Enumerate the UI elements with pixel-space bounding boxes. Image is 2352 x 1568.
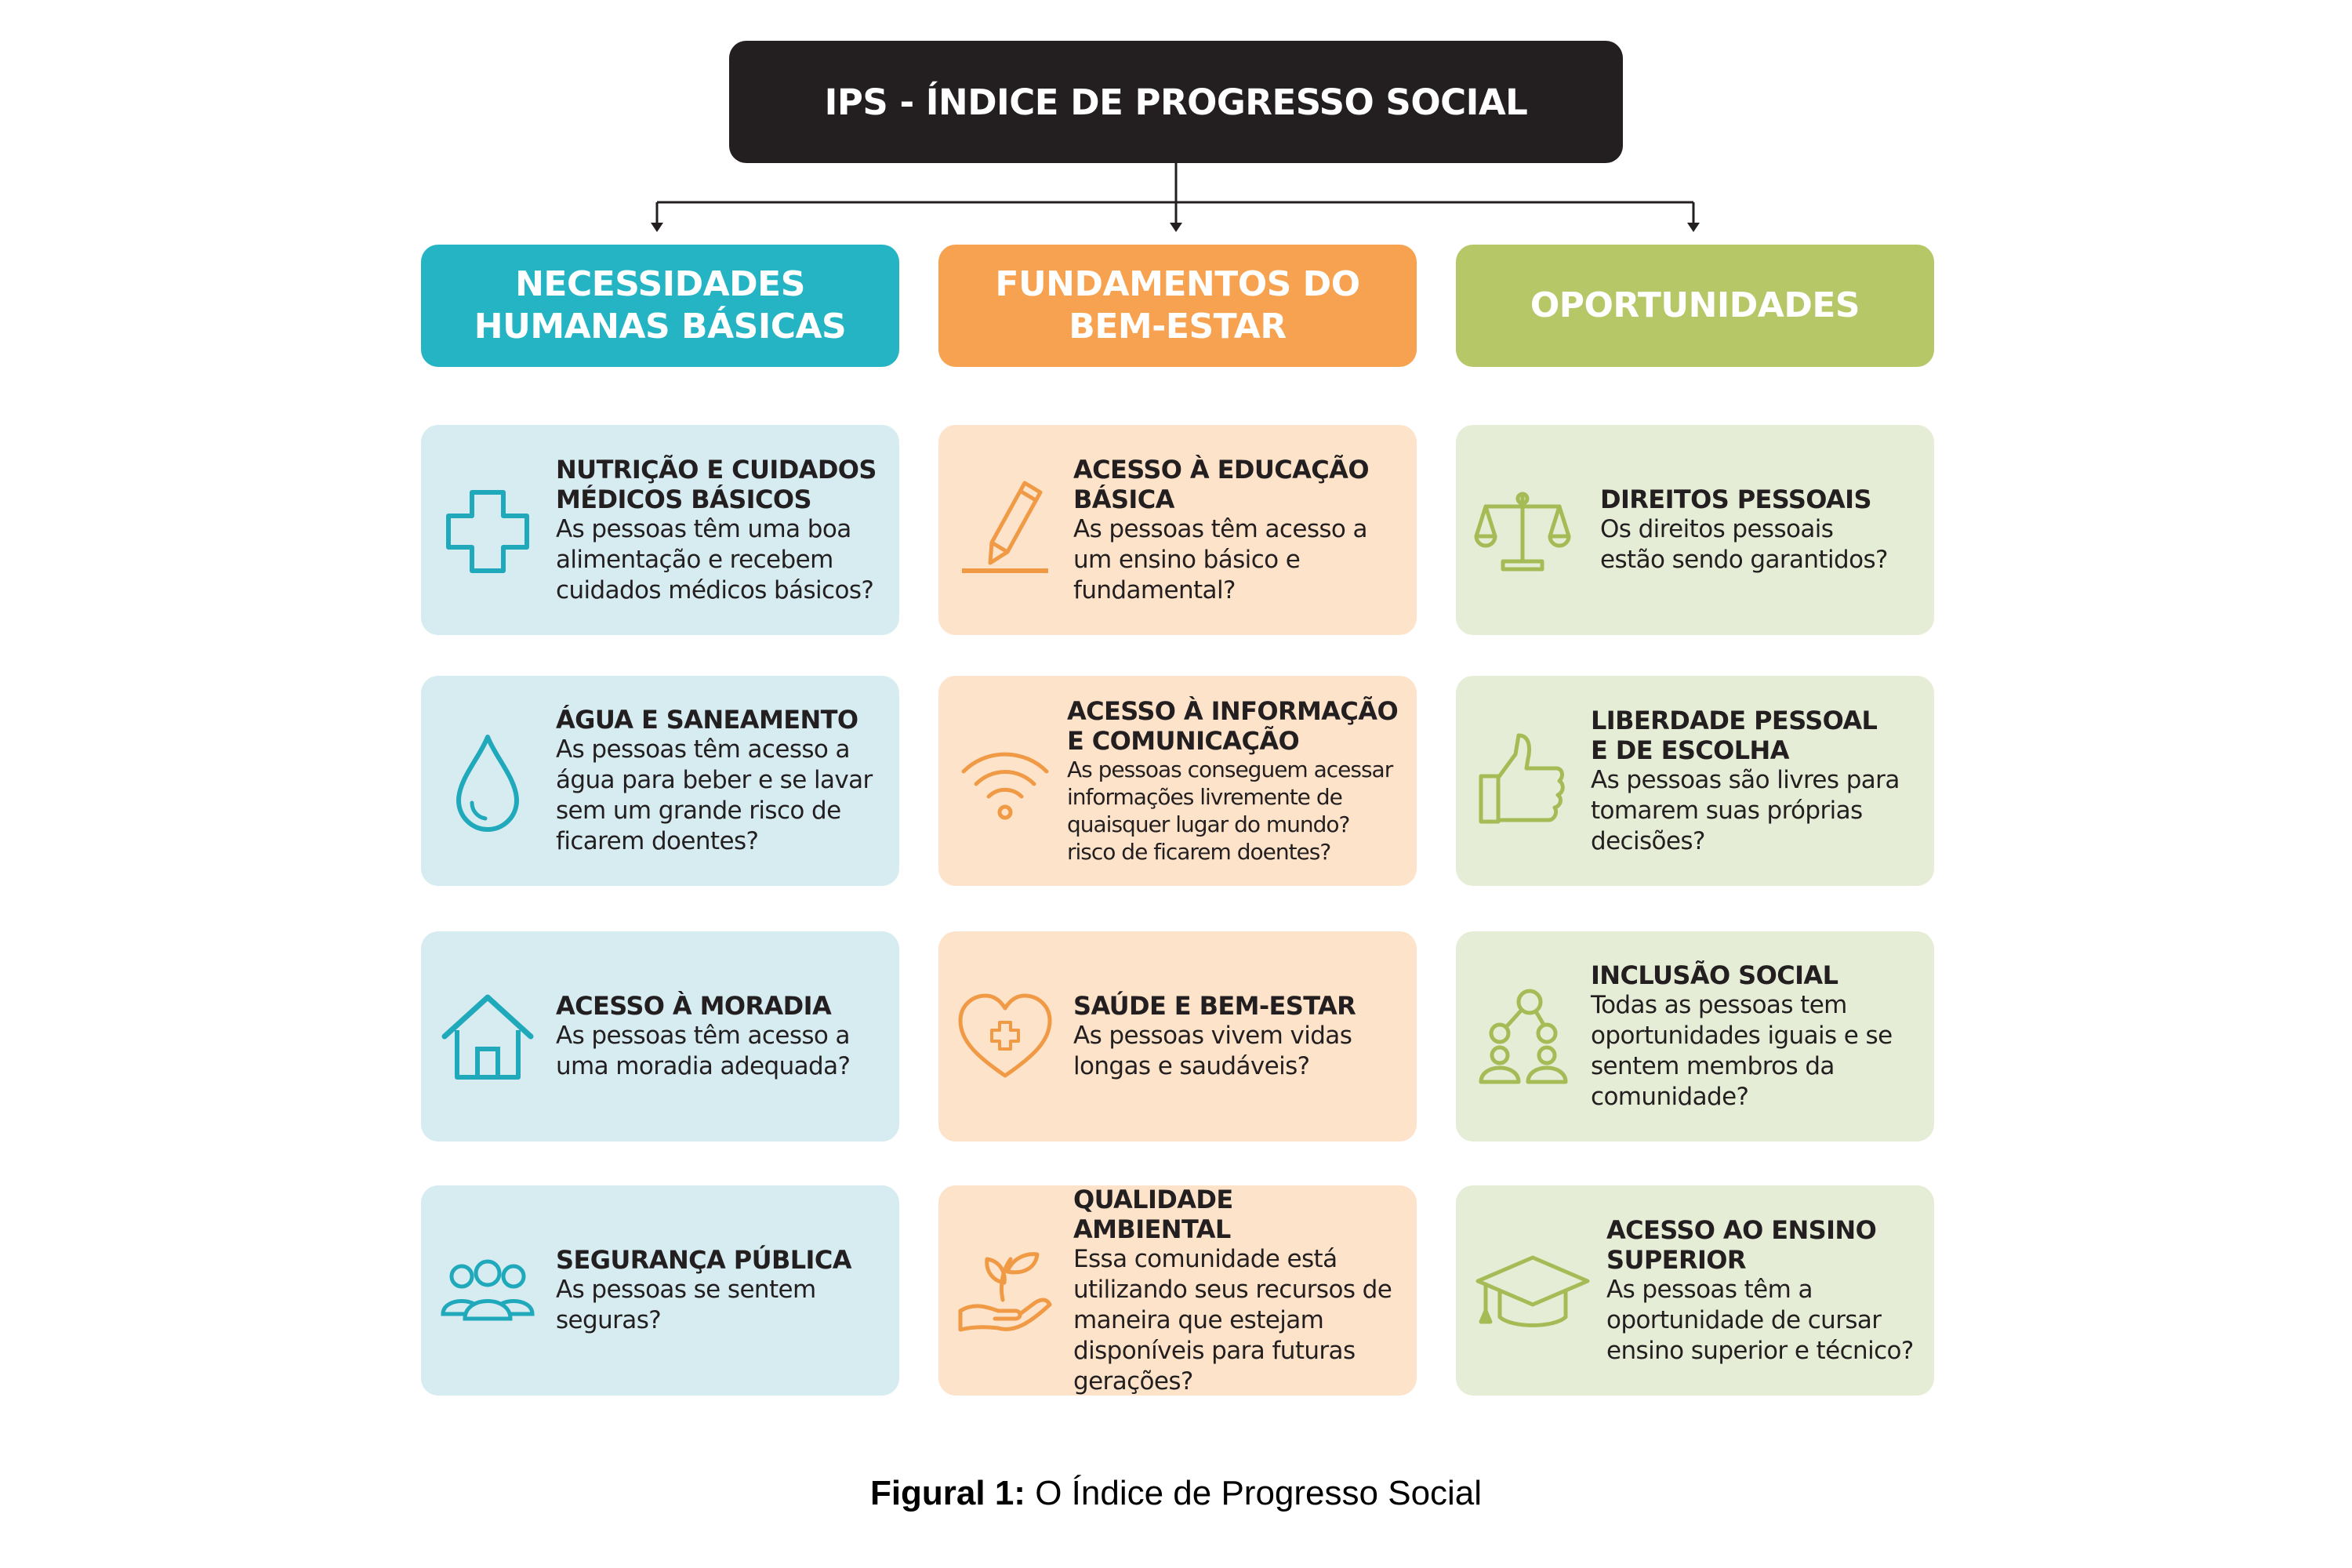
card-description: As pessoas têm a — [1606, 1275, 1813, 1304]
card-description: As pessoas têm uma boa — [556, 514, 851, 543]
card-heading: E COMUNICAÇÃO — [1067, 726, 1300, 756]
card-description: cuidados médicos básicos? — [556, 575, 874, 604]
caption-label: Figural 1: — [869, 1474, 1025, 1512]
card-description: As pessoas têm acesso a — [1073, 514, 1367, 543]
hand-plant-icon — [954, 1236, 1056, 1345]
card-description: As pessoas têm acesso a — [556, 735, 850, 764]
card-description: Todas as pessoas tem — [1591, 991, 1847, 1019]
card-water-sanitation — [421, 676, 899, 886]
card-description: um ensino básico e — [1073, 545, 1301, 574]
card-description: Essa comunidade está — [1073, 1244, 1338, 1273]
category-label-line: BEM-ESTAR — [1069, 307, 1287, 347]
diagram-title: IPS - ÍNDICE DE PROGRESSO SOCIAL — [729, 41, 1623, 163]
card-description: ensino superior e técnico? — [1606, 1336, 1914, 1365]
connected-people-icon — [1472, 982, 1573, 1091]
card-description: sem um grande risco de — [556, 797, 841, 825]
card-higher-education — [1456, 1185, 1934, 1396]
category-label-line: OPORTUNIDADES — [1530, 285, 1860, 325]
card-public-safety — [421, 1185, 899, 1396]
caption-text: O Índice de Progresso Social — [1035, 1474, 1483, 1512]
card-description: disponíveis para futuras — [1073, 1336, 1356, 1365]
house-icon — [437, 982, 539, 1091]
thumbs-up-icon — [1472, 726, 1573, 836]
card-description: tomarem suas próprias — [1591, 796, 1863, 825]
card-heading: BÁSICA — [1073, 484, 1174, 514]
card-heading: ACESSO AO ENSINO — [1606, 1214, 1877, 1245]
figure-caption — [0, 1474, 2352, 1513]
scales-icon — [1472, 475, 1573, 585]
card-heading: SAÚDE E BEM-ESTAR — [1073, 991, 1356, 1021]
card-description: oportunidades iguais e se — [1591, 1022, 1893, 1050]
card-heading: LIBERDADE PESSOAL — [1591, 705, 1878, 735]
card-description: quaisquer lugar do mundo? — [1067, 811, 1350, 837]
category-label-line: HUMANAS BÁSICAS — [474, 307, 847, 347]
card-heading: ACESSO À EDUCAÇÃO — [1073, 454, 1369, 485]
card-heading: SUPERIOR — [1606, 1244, 1746, 1275]
card-description: informações livremente de — [1067, 784, 1342, 810]
card-personal-freedom — [1456, 676, 1934, 886]
category-header-wellbeing — [938, 245, 1417, 367]
graduation-cap-icon — [1473, 1236, 1591, 1345]
card-description: risco de ficarem doentes? — [1067, 839, 1331, 865]
card-description: decisões? — [1591, 826, 1705, 855]
card-health-wellbeing — [938, 931, 1417, 1142]
card-basic-education — [938, 425, 1417, 635]
card-heading: ACESSO À MORADIA — [556, 991, 832, 1021]
card-description: alimentação e recebem — [556, 545, 833, 574]
card-heading: MÉDICOS BÁSICOS — [556, 484, 811, 514]
water-drop-icon — [437, 726, 539, 836]
card-description: água para beber e se lavar — [556, 766, 873, 794]
card-heading: ÁGUA E SANEAMENTO — [556, 705, 858, 735]
card-description: As pessoas têm acesso a — [556, 1022, 850, 1050]
card-description: seguras? — [556, 1306, 662, 1334]
card-description: maneira que estejam — [1073, 1305, 1324, 1334]
card-description: utilizando seus recursos de — [1073, 1275, 1392, 1304]
card-description: As pessoas se sentem — [556, 1276, 816, 1304]
card-nutrition-medical — [421, 425, 899, 635]
category-label-line: FUNDAMENTOS DO — [995, 264, 1360, 304]
card-heading: SEGURANÇA PÚBLICA — [556, 1245, 851, 1275]
card-description: estão sendo garantidos? — [1600, 546, 1888, 574]
people-group-icon — [437, 1236, 539, 1345]
card-environmental-quality — [938, 1185, 1417, 1396]
card-housing — [421, 931, 899, 1142]
card-heading: ACESSO À INFORMAÇÃO — [1067, 696, 1399, 726]
card-description: fundamental? — [1073, 575, 1236, 604]
medical-cross-icon — [437, 475, 539, 585]
card-description: gerações? — [1073, 1367, 1193, 1396]
card-heading: QUALIDADE AMBIENTAL — [1073, 1184, 1233, 1244]
pencil-icon — [954, 475, 1056, 585]
category-label-line: NECESSIDADES — [515, 264, 805, 304]
card-description: As pessoas são livres para — [1591, 765, 1900, 794]
card-description: Os direitos pessoais — [1600, 515, 1834, 543]
card-description: comunidade? — [1591, 1083, 1749, 1111]
category-header-basic-needs — [421, 245, 899, 367]
card-description: As pessoas conseguem acessar — [1067, 757, 1393, 782]
card-description: ficarem doentes? — [556, 827, 759, 855]
card-description: longas e saudáveis? — [1073, 1052, 1310, 1080]
card-description: sentem membros da — [1591, 1052, 1835, 1080]
card-description: oportunidade de cursar — [1606, 1305, 1882, 1334]
connector-arrows — [0, 0, 2352, 251]
category-header-opportunities — [1456, 245, 1934, 367]
card-description: As pessoas vivem vidas — [1073, 1022, 1352, 1050]
card-heading: NUTRIÇÃO E CUIDADOS — [556, 454, 877, 485]
card-heading: INCLUSÃO SOCIAL — [1591, 960, 1838, 990]
heart-cross-icon — [954, 982, 1056, 1091]
card-social-inclusion — [1456, 931, 1934, 1142]
card-information-communication — [938, 676, 1417, 886]
card-description: uma moradia adequada? — [556, 1052, 851, 1080]
card-personal-rights — [1456, 425, 1934, 635]
card-heading: DIREITOS PESSOAIS — [1600, 485, 1871, 514]
wifi-icon — [954, 726, 1056, 836]
card-heading: E DE ESCOLHA — [1591, 735, 1789, 765]
